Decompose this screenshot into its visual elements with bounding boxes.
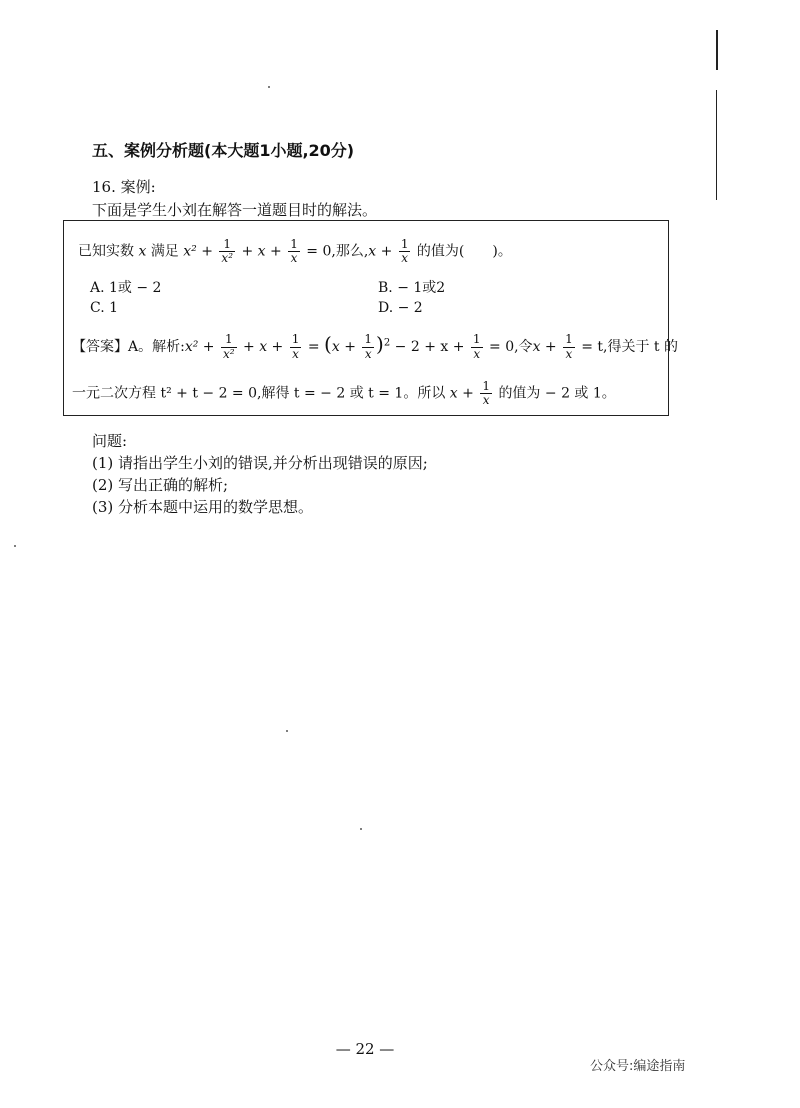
fraction-1-over-x-sub: $\frac{1}{x}$ bbox=[565, 332, 573, 361]
fraction-1-over-x-ans: $\frac{1}{x}$ bbox=[291, 332, 300, 361]
question-2: (2) 写出正确的解析; bbox=[92, 476, 229, 494]
problem-condition: 满足 bbox=[150, 243, 179, 260]
scan-speck bbox=[268, 86, 270, 88]
option-d: D. − 2 bbox=[378, 300, 423, 316]
case-intro: 下面是学生小刘在解答一道题目时的解法。 bbox=[92, 201, 378, 219]
questions-heading: 问题: bbox=[92, 432, 128, 450]
var-x: x bbox=[138, 243, 147, 260]
option-b: B. − 1或2 bbox=[378, 280, 446, 296]
fraction-1-over-x-sq: $\frac{1}{x}$ bbox=[364, 332, 373, 361]
scan-speck bbox=[286, 730, 288, 732]
question-label: 16. 案例: bbox=[92, 178, 156, 196]
question-3: (3) 分析本题中运用的数学思想。 bbox=[92, 498, 314, 516]
fraction-1-over-x-final: $\frac{1}{x}$ bbox=[482, 379, 490, 408]
page-number: — 22 — bbox=[335, 1040, 395, 1058]
option-c: C. 1 bbox=[90, 300, 119, 316]
answer-line-1: 【答案】A。解析:x² + $\frac{1}{\text{x²}}$ + x + $\frac{1}{x}$ = (x + $\frac{1}{x}$ )$^2$ − 2 + x + $\frac{1}{x}$ = 0,令x + $\frac{1}{x}$ = t,得关于 t 的 bbox=[72, 332, 678, 361]
problem-prefix: 已知实数 bbox=[78, 243, 134, 260]
fraction-1-over-x-ask: $\frac{1}{x}$ bbox=[400, 237, 409, 266]
answer-line2-b: 的值为 − 2 或 1。 bbox=[498, 385, 616, 402]
problem-statement: 已知实数 x 满足 x² + $\frac{1}{\text{x²}}$ + x + $\frac{1}{x}$ = 0,那么,x + $\frac{1}{x}$ 的值为( )。 bbox=[78, 237, 512, 266]
section-title: 五、案例分析题(本大题1小题,20分) bbox=[92, 141, 355, 160]
answer-step-tail2: = t,得关于 t 的 bbox=[581, 339, 678, 355]
equation-tail: = 0,那么, bbox=[306, 243, 369, 260]
option-a: A. 1或 − 2 bbox=[90, 280, 162, 296]
fraction-1-over-x2-ans: $\frac{1}{\text{x²}}$ bbox=[222, 332, 235, 361]
fraction-1-over-x2: $\frac{1}{\text{x²}}$ bbox=[221, 237, 233, 266]
scan-speck bbox=[360, 828, 362, 830]
scan-speck bbox=[14, 545, 16, 547]
answer-label: 【答案】A。解析: bbox=[72, 339, 185, 355]
watermark: 公众号:编途指南 bbox=[590, 1059, 686, 1074]
scan-edge-mark-top bbox=[716, 30, 718, 70]
answer-line-2: 一元二次方程 t² + t − 2 = 0,解得 t = − 2 或 t = 1。所以 x + $\frac{1}{x}$ 的值为 − 2 或 1。 bbox=[72, 379, 616, 408]
fraction-1-over-x-step: $\frac{1}{x}$ bbox=[472, 332, 481, 361]
answer-line2-a: 一元二次方程 t² + t − 2 = 0,解得 t = − 2 或 t = 1。所以 bbox=[72, 385, 446, 402]
question-1: (1) 请指出学生小刘的错误,并分析出现错误的原因; bbox=[92, 454, 428, 472]
ask-tail: 的值为( )。 bbox=[416, 243, 512, 260]
fraction-1-over-x: $\frac{1}{x}$ bbox=[290, 237, 298, 266]
answer-step-mid: − 2 + x + bbox=[394, 339, 465, 355]
answer-step-tail1: = 0,令 bbox=[489, 339, 533, 355]
scan-edge-mark bbox=[716, 90, 717, 200]
